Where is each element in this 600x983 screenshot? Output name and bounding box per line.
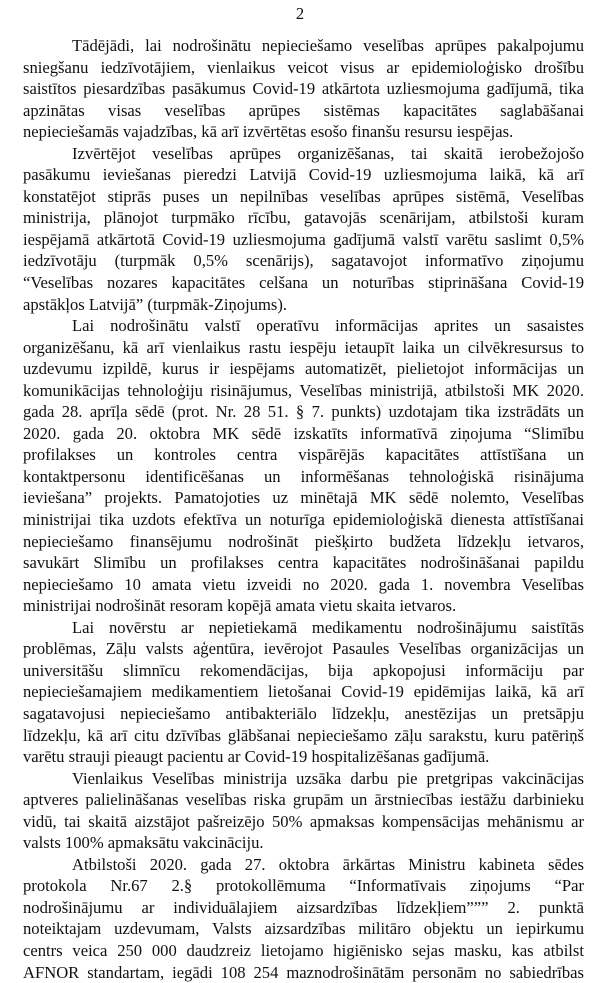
text-line: “Veselības nozares kapacitātes celšana un noturības stiprināšana Covid-19	[23, 273, 584, 293]
text-line: protokola Nr.67 2.§ protokollēmuma “Informatīvais ziņojums “Par	[23, 876, 584, 896]
text-line: vidū, tai skaitā aizstājot pašreizējo 50% apmaksas kompensācijas mehānismu ar	[23, 811, 584, 831]
page-number: 2	[295, 4, 305, 23]
document-body	[23, 35, 584, 983]
text-line: Atbilstoši 2020. gada 27. oktobra ārkārtas Ministru kabineta sēdes	[72, 854, 584, 874]
text-line: Vienlaikus Veselības ministrija uzsāka darbu pie pretgripas vakcinācijas	[72, 768, 584, 788]
paragraph	[23, 315, 584, 617]
paragraph	[23, 768, 584, 854]
text-line: problēmas, Zāļu valsts aģentūra, ievērojot Pasaules Veselības organizācijas un	[23, 639, 584, 659]
text-line: nepieciešamās vajadzības, kā arī izvērtētas esošo finanšu resursu iespējas.	[23, 122, 514, 142]
text-line: saistītos piesardzības pasākumus Covid-19 atkārtota uzliesmojuma gadījumā, tika	[23, 79, 584, 99]
text-line: 2020. gada 20. oktobra MK sēdē izskatīts informatīvā ziņojuma “Slimību	[23, 423, 584, 443]
text-line: aptveres palielināšanas veselības riska grupām un ārstniecības iestāžu darbinieku	[23, 790, 584, 810]
text-line: gada 28. aprīļa sēdē (prot. Nr. 28 51. § 7. punkts) uzdotajam tika izstrādāts un	[23, 402, 584, 422]
paragraph	[23, 854, 584, 983]
text-line: universitāšu slimnīcu rekomendācijas, bija apkopojusi informāciju par	[23, 660, 584, 680]
text-line: profilakses un kontroles centra vispārējās kapacitātes attīstīšana un	[23, 445, 584, 465]
text-line: sagatavojusi nepieciešamo antibakteriālo līdzekļu, anestēzijas un pretsāpju	[23, 703, 584, 723]
text-line: uzdevumu izpildē, kurus ir iespējams automatizēt, pielietojot informācijas un	[23, 359, 584, 379]
text-line: Lai novērstu ar nepietiekamā medikamentu nodrošinājumu saistītās	[72, 617, 584, 637]
paragraph	[23, 143, 584, 315]
text-line: iedzīvotāju (turpmāk 0,5% scenārijs), sagatavojot informatīvo ziņojumu	[23, 251, 584, 271]
text-line: konstatējot stiprās puses un nepilnības veselības aprūpes sistēmā, Veselības	[23, 186, 584, 206]
text-line: nepieciešamajiem medikamentiem lietošanai Covid-19 epidēmijas laikā, kā arī	[23, 682, 584, 702]
text-line: ministrijai nodrošināt resoram kopējā amata vietu skaita ietvaros.	[23, 596, 457, 616]
text-line: komunikācijas tehnoloģiju risinājumus, Veselības ministrijā, atbilstoši MK 2020.	[23, 380, 584, 400]
text-line: Tādējādi, lai nodrošinātu nepieciešamo veselības aprūpes pakalpojumu	[72, 36, 584, 55]
text-line: nepieciešamo finansējumu nodrošināt piešķirto budžeta līdzekļu ietvaros,	[23, 531, 584, 551]
text-line: nepieciešamo 10 amata vietu izveidi no 2020. gada 1. novembra Veselības	[23, 574, 584, 594]
text-line: ministrija, plānojot turpmāko rīcību, gatavojās scenārijam, atbilstoši kuram	[23, 208, 584, 228]
text-line: pasākumu ieviešanas pieredzi Latvijā Covid-19 uzliesmojuma laikā, kā arī	[23, 165, 584, 185]
text-line: ministrijai tika uzdots efektīva un noturīga epidemioloģiskā dienesta attīstīšanai	[23, 510, 584, 530]
text-line: ieviešana” projekts. Pamatojoties uz minētajā MK sēdē nolemto, Veselības	[23, 488, 584, 508]
text-line: apzinātas visas veselības aprūpes sistēmas kapacitātes saglabāšanai	[23, 100, 584, 120]
text-line: nodrošinājumu ar individuālajiem aizsardzības līdzekļiem””” 2. punktā	[23, 897, 584, 917]
text-line: apstākļos Latvijā” (turpmāk-Ziņojums).	[23, 294, 288, 314]
paragraph	[23, 617, 584, 768]
text-line: līdzekļu, kā arī citu dzīvības glābšanai nepieciešamo zāļu sarakstu, kuru patēriņš	[23, 725, 584, 745]
paragraph	[23, 35, 584, 143]
text-line: savukārt Slimību un profilakses centra kapacitātes nodrošināšanai papildu	[23, 553, 584, 573]
text-line: kontaktpersonu identificēšanas un informēšanas tehnoloģiskā risinājuma	[23, 466, 584, 486]
text-line: Izvērtējot veselības aprūpes organizēšanas, tai skaitā ierobežojošo	[72, 143, 584, 163]
text-line: AFNOR standartam, iegādi 108 254 maznodrošinātām personām no sabiedrības	[23, 962, 584, 982]
text-line: valsts 100% apmaksātu vakcināciju.	[23, 833, 264, 853]
text-line: organizēšanu, kā arī vienlaikus rastu iespēju ietaupīt laika un cilvēkresursus to	[23, 337, 584, 357]
text-line: varētu strauji pieaugt pacientu ar Covid-19 hospitalizēšanas gadījumā.	[23, 747, 490, 767]
text-line: noteiktajam uzdevumam, Valsts aizsardzības militāro objektu un iepirkumu	[23, 919, 584, 939]
text-line: centrs veica 250 000 daudzreiz lietojamo higiēnisko sejas masku, kas atbilst	[23, 940, 584, 960]
text-line: iespējamā atkārtotā Covid-19 uzliesmojuma gadījumā valstī varētu saslimt 0,5%	[23, 229, 584, 249]
text-line: Lai nodrošinātu valstī operatīvu informācijas aprites un sasaistes	[72, 316, 584, 336]
text-line: sniegšanu iedzīvotājiem, vienlaikus veicot visus ar epidemioloģisko drošību	[23, 57, 584, 77]
